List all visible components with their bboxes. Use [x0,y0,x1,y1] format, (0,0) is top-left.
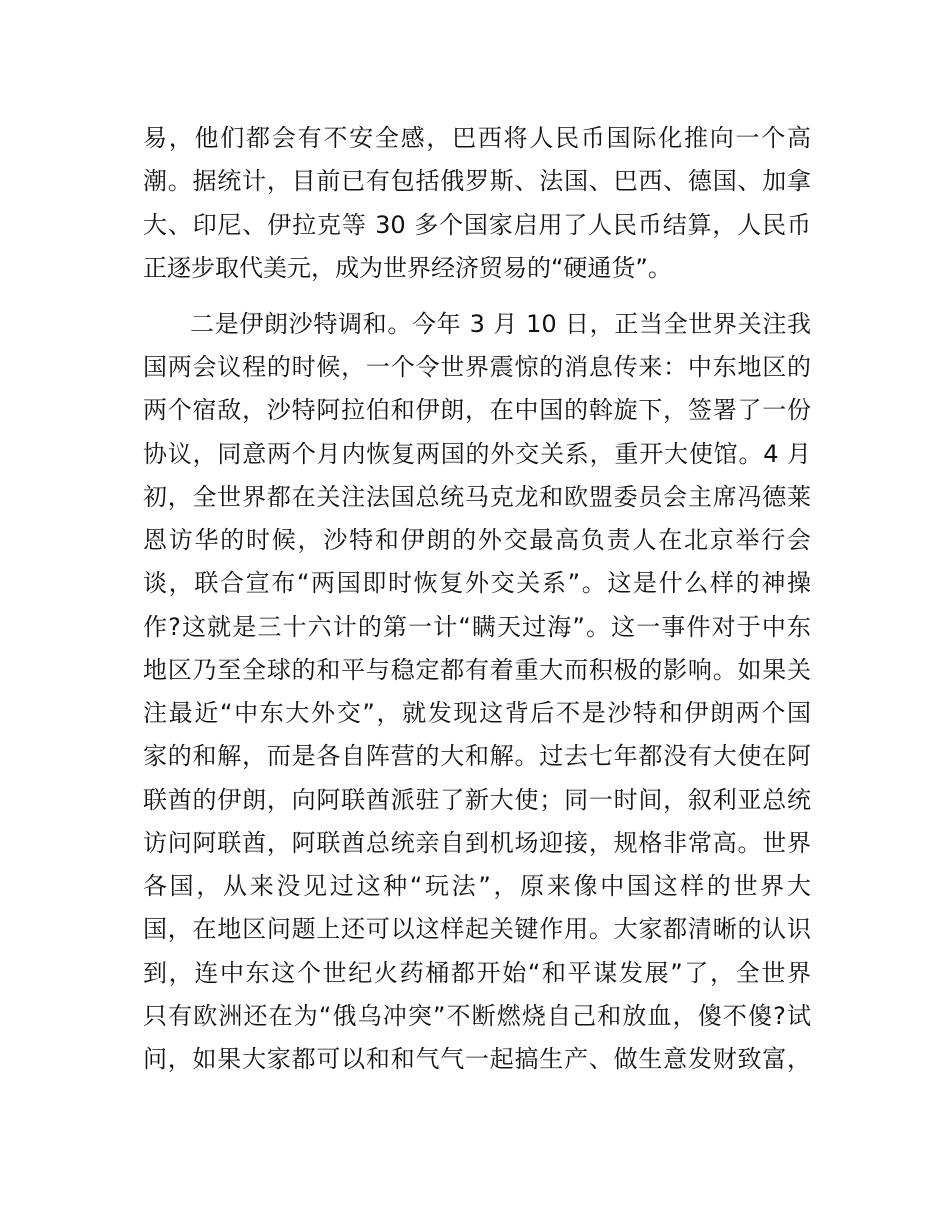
text-line-14: 注最近“中东大外交”，就发现这背后不是沙特和伊朗两个国 [143,699,811,727]
text-line-9: 初，全世界都在关注法国总统马克龙和欧盟委员会主席冯德莱 [143,483,811,511]
text-line-22: 问，如果大家都可以和和气气一起搞生产、做生意发财致富， [143,1045,811,1073]
text-line-2: 潮。据统计，目前已有包括俄罗斯、法国、巴西、德国、加拿 [143,167,811,195]
text-line-16: 联酋的伊朗，向阿联酋派驻了新大使；同一时间，叙利亚总统 [143,786,811,814]
text-line-13: 地区乃至全球的和平与稳定都有着重大而积极的影响。如果关 [143,656,811,684]
text-line-12: 作?这就是三十六计的第一计“瞒天过海”。这一事件对于中东 [143,613,811,641]
text-line-11: 谈，联合宣布“两国即时恢复外交关系”。这是什么样的神操 [143,569,811,597]
text-line-8: 协议，同意两个月内恢复两国的外交关系，重开大使馆。4 月 [143,440,811,468]
text-line-7: 两个宿敌，沙特阿拉伯和伊朗，在中国的斡旋下，签署了一份 [143,396,811,424]
text-line-19: 国，在地区问题上还可以这样起关键作用。大家都清晰的认识 [143,915,811,943]
text-line-15: 家的和解，而是各自阵营的大和解。过去七年都没有大使在阿 [143,742,811,770]
text-line-17: 访问阿联酋，阿联酋总统亲自到机场迎接，规格非常高。世界 [143,829,811,857]
text-line-10: 恩访华的时候，沙特和伊朗的外交最高负责人在北京举行会 [143,526,811,554]
text-line-20: 到，连中东这个世纪火药桶都开始“和平谋发展”了，全世界 [143,959,811,987]
text-line-1: 易，他们都会有不安全感，巴西将人民币国际化推向一个高 [143,124,811,152]
text-line-6: 国两会议程的时候，一个令世界震惊的消息传来：中东地区的 [143,353,811,381]
text-line-3: 大、印尼、伊拉克等 30 多个国家启用了人民币结算，人民币 [143,211,811,239]
text-line-4: 正逐步取代美元，成为世界经济贸易的“硬通货”。 [143,254,672,282]
paragraph-2-first-line: 二是伊朗沙特调和。今年 3 月 10 日，正当全世界关注我 [190,310,811,338]
text-line-18: 各国，从来没见过这种“玩法”，原来像中国这样的世界大 [143,872,811,900]
text-line-21: 只有欧洲还在为“俄乌冲突”不断燃烧自己和放血，傻不傻?试 [143,1002,811,1030]
